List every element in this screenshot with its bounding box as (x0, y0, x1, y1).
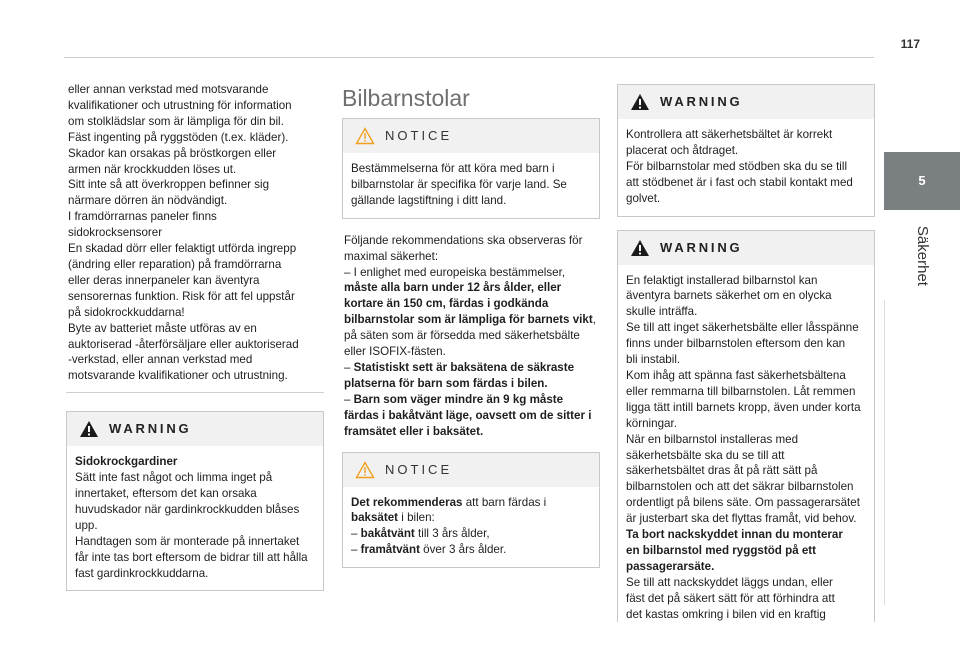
text-line: eller ISOFIX-fästen. (344, 345, 446, 359)
text-line: – bakåtvänt till 3 års ålder, (351, 527, 490, 541)
notice-box-legislation (342, 118, 600, 219)
text-line: bilbarnstolen och att det säkrar bilbarnstolen (626, 480, 854, 494)
text-line: att stödbenet är i fast och stabil kontakt med (626, 175, 853, 189)
text-line: Sitt inte så att överkroppen befinner sig (68, 178, 270, 192)
text-line: säkerhetsbältet dras åt på rätt sätt på (626, 464, 818, 478)
text-line: skulle inträffa. (626, 305, 698, 319)
warning-label: WARNING (660, 239, 743, 255)
text-line: finns under bilbarnstolen eftersom den kan (626, 337, 846, 351)
text-line: För bilbarnstolar med stödben ska du se till (626, 159, 848, 173)
notice-body (343, 153, 599, 218)
text-line: huvudskador när gardinkrockkudden blåses (75, 502, 300, 516)
text-line: baksätet i bilen: (351, 511, 435, 525)
text-line: fäst det på säkert sätt för att förhindra att (626, 591, 835, 605)
text-line: Kom ihåg att spänna fast säkerhetsbältena (626, 368, 846, 382)
text-line: Ta bort nackskyddet innan du monterar (626, 528, 843, 542)
text-line: Följande rekommendations ska observeras för (344, 233, 583, 247)
notice-label: NOTICE (385, 128, 453, 144)
chapter-title: Säkerhet (913, 225, 931, 287)
warning-header (67, 412, 323, 446)
text-line: Bestämmelserna för att köra med barn i (351, 162, 555, 175)
text-line: golvet. (626, 191, 661, 205)
text-line: får inte tas bort eftersom de bidrar till att hålla (75, 550, 308, 564)
text-line: äventyra barnets säkerhet om en olycka (626, 289, 832, 303)
notice-body (343, 487, 599, 568)
text-line: platserna för barn som färdas i bilen. (344, 376, 548, 390)
text-line: framsätet eller i baksätet. (344, 424, 484, 438)
notice-icon (355, 127, 375, 145)
text-line: Fäst ingenting på ryggstöden (t.ex. kläder). (68, 130, 289, 144)
text-line: maximal säkerhet: (344, 249, 439, 263)
text-line: motsvarande kvalifikationer och utrustning. (68, 369, 288, 383)
text-line: sensorernas funktion. Risk för att fel uppstår (68, 289, 295, 303)
recommendations-text (342, 233, 600, 440)
text-line: gällande lagstiftning i ditt land. (351, 193, 507, 207)
warning-icon (630, 239, 650, 257)
header-rule (64, 57, 874, 58)
notice-icon (355, 461, 375, 479)
text-line: När en bilbarnstol installeras med (626, 432, 799, 446)
notice-header (343, 453, 599, 487)
text-line: innertaket, eftersom det kan orsaka (75, 487, 257, 501)
warning-label: WARNING (660, 94, 743, 110)
column-1 (66, 82, 324, 591)
warning-body (67, 446, 323, 590)
text-line: fast gardinkrockkuddarna. (75, 566, 209, 580)
text-line: ordentligt på bilens säte. Om passagerarsätet (626, 496, 860, 510)
text-line: passagerarsäte. (626, 559, 715, 573)
notice-box-rear-seat (342, 452, 600, 569)
text-line: ligga tätt intill barnets kropp, även under korta (626, 400, 861, 414)
warning-header (618, 85, 874, 119)
warning-box-belt-check (617, 84, 875, 217)
text-line: kvalifikationer och utrustning för information (68, 98, 292, 112)
text-line: -verkstad, eller annan verkstad med (68, 353, 253, 367)
text-line: Byte av batteriet måste utföras av en (68, 321, 257, 335)
column-2 (342, 82, 600, 568)
warning-heading: Sidokrockgardiner (75, 455, 178, 469)
text-line: det kastas omkring i bilen vid en kraftig (626, 607, 826, 621)
text-line: Sätt inte fast något och limma inget på (75, 471, 273, 485)
text-line: upp. (75, 518, 98, 532)
text-line: färdas i bakåtvänt läge, oavsett om de sitter i (344, 408, 592, 422)
text-line: (ändring eller reparation) på framdörrarna (68, 257, 282, 271)
text-line: Kontrollera att säkerhetsbältet är korrekt (626, 128, 833, 141)
text-line: Se till att inget säkerhetsbälte eller låsspänne (626, 321, 859, 335)
text-line: kortare än 150 cm, färdas i godkända (344, 297, 549, 311)
chapter-tab[interactable]: 5 (884, 152, 960, 210)
warning-icon (630, 93, 650, 111)
text-line: bilbarnstolar som är lämpliga för barnets vikt, (344, 313, 596, 327)
text-line: placerat och åtdraget. (626, 143, 739, 157)
notice-header (343, 119, 599, 153)
warning-label: WARNING (109, 421, 192, 437)
text-line: säkerhetsbälte ska du se till att (626, 448, 785, 462)
text-line: närmare dörren än nödvändigt. (68, 194, 228, 208)
text-line: eller annan verkstad med motsvarande (68, 83, 269, 96)
text-line: en bilbarnstol med ryggstöd på ett (626, 543, 817, 557)
warning-icon (79, 420, 99, 438)
text-line: körningar. (626, 416, 677, 430)
intro-text (66, 82, 324, 393)
text-line: Se till att nackskyddet läggs undan, eller (626, 575, 833, 589)
text-line: sidokrocksensorer (68, 226, 163, 240)
text-line: på sidokrockkuddarna! (68, 305, 185, 319)
text-line: I framdörrarnas paneler finns (68, 210, 217, 224)
text-line: – Statistiskt sett är baksätena de säkraste (344, 360, 575, 374)
text-line: på säten som är försedda med säkerhetsbälte (344, 329, 580, 343)
notice-label: NOTICE (385, 461, 453, 477)
text-line: eller deras innerpaneler kan äventyra (68, 273, 260, 287)
text-line: armen när krockkudden löses ut. (68, 162, 237, 176)
warning-body (618, 119, 874, 216)
text-line: auktoriserad -återförsäljare eller auktoriserad (68, 337, 299, 351)
text-line: bilbarnstolar är specifika för varje land. Se (351, 177, 567, 191)
column-3 (617, 82, 875, 622)
text-line: är justerbart ska det flyttas framåt, vid behov. (626, 512, 857, 526)
text-line: om stolklädslar som är lämpliga för din bil. (68, 114, 284, 128)
text-line: bli instabil. (626, 353, 681, 367)
text-line: Handtagen som är monterade på innertaket (75, 534, 300, 548)
page-number: 117 (900, 37, 920, 51)
warning-header (618, 231, 874, 265)
text-line: – framåtvänt över 3 års ålder. (351, 543, 507, 557)
section-title: Bilbarnstolar (342, 85, 470, 111)
text-line: Det rekommenderas att barn färdas i (351, 495, 547, 509)
text-line: En felaktigt installerad bilbarnstol kan (626, 273, 818, 287)
text-line: – I enlighet med europeiska bestämmelser, (344, 265, 566, 279)
text-line: – Barn som väger mindre än 9 kg måste (344, 392, 564, 406)
sidebar-rule (884, 300, 885, 605)
chapter-label (884, 216, 960, 296)
text-line: Skador kan orsakas på bröstkorgen eller (68, 146, 277, 160)
warning-box-installation (617, 230, 875, 623)
warning-body (618, 265, 874, 623)
warning-box-curtain-airbags (66, 411, 324, 591)
text-line: måste alla barn under 12 års ålder, eller (344, 281, 562, 295)
text-line: En skadad dörr eller felaktigt utförda ingrepp (68, 242, 297, 256)
text-line: eller remmarna till bilbarnstolen. Låt remmen (626, 384, 856, 398)
